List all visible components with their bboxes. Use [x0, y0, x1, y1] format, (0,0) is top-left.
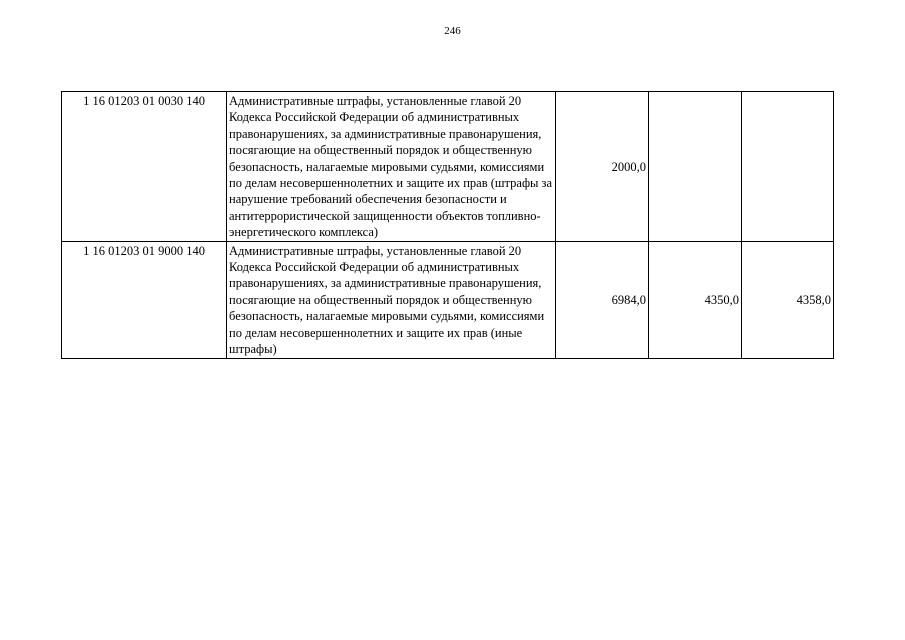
table-row	[62, 92, 834, 242]
amount-cell-2	[649, 92, 742, 242]
table-row	[62, 241, 834, 358]
page-number: 246	[444, 25, 461, 37]
budget-table	[61, 91, 834, 359]
budget-code-cell: 1 16 01203 01 9000 140	[62, 241, 227, 358]
amount-cell-3	[742, 92, 834, 242]
amount-cell-3: 4358,0	[742, 241, 834, 358]
budget-code-cell: 1 16 01203 01 0030 140	[62, 92, 227, 242]
description-cell: Административные штрафы, установленные главой 20 Кодекса Российской Федерации об административных правонарушениях, за административные правонарушения, посягающие на общественный порядок и общественную безопасность, налагаемые мировыми судьями, комиссиями по делам несовершеннолетних и защите их прав (штрафы за нарушение требований обеспечения безопасности и антитеррористической защищенности объектов топливно-энергетического комплекса)	[227, 92, 556, 242]
amount-cell-1: 2000,0	[556, 92, 649, 242]
amount-cell-2: 4350,0	[649, 241, 742, 358]
description-cell: Административные штрафы, установленные главой 20 Кодекса Российской Федерации об административных правонарушениях, за административные правонарушения, посягающие на общественный порядок и общественную безопасность, налагаемые мировыми судьями, комиссиями по делам несовершеннолетних и защите их прав (иные штрафы)	[227, 241, 556, 358]
amount-cell-1: 6984,0	[556, 241, 649, 358]
